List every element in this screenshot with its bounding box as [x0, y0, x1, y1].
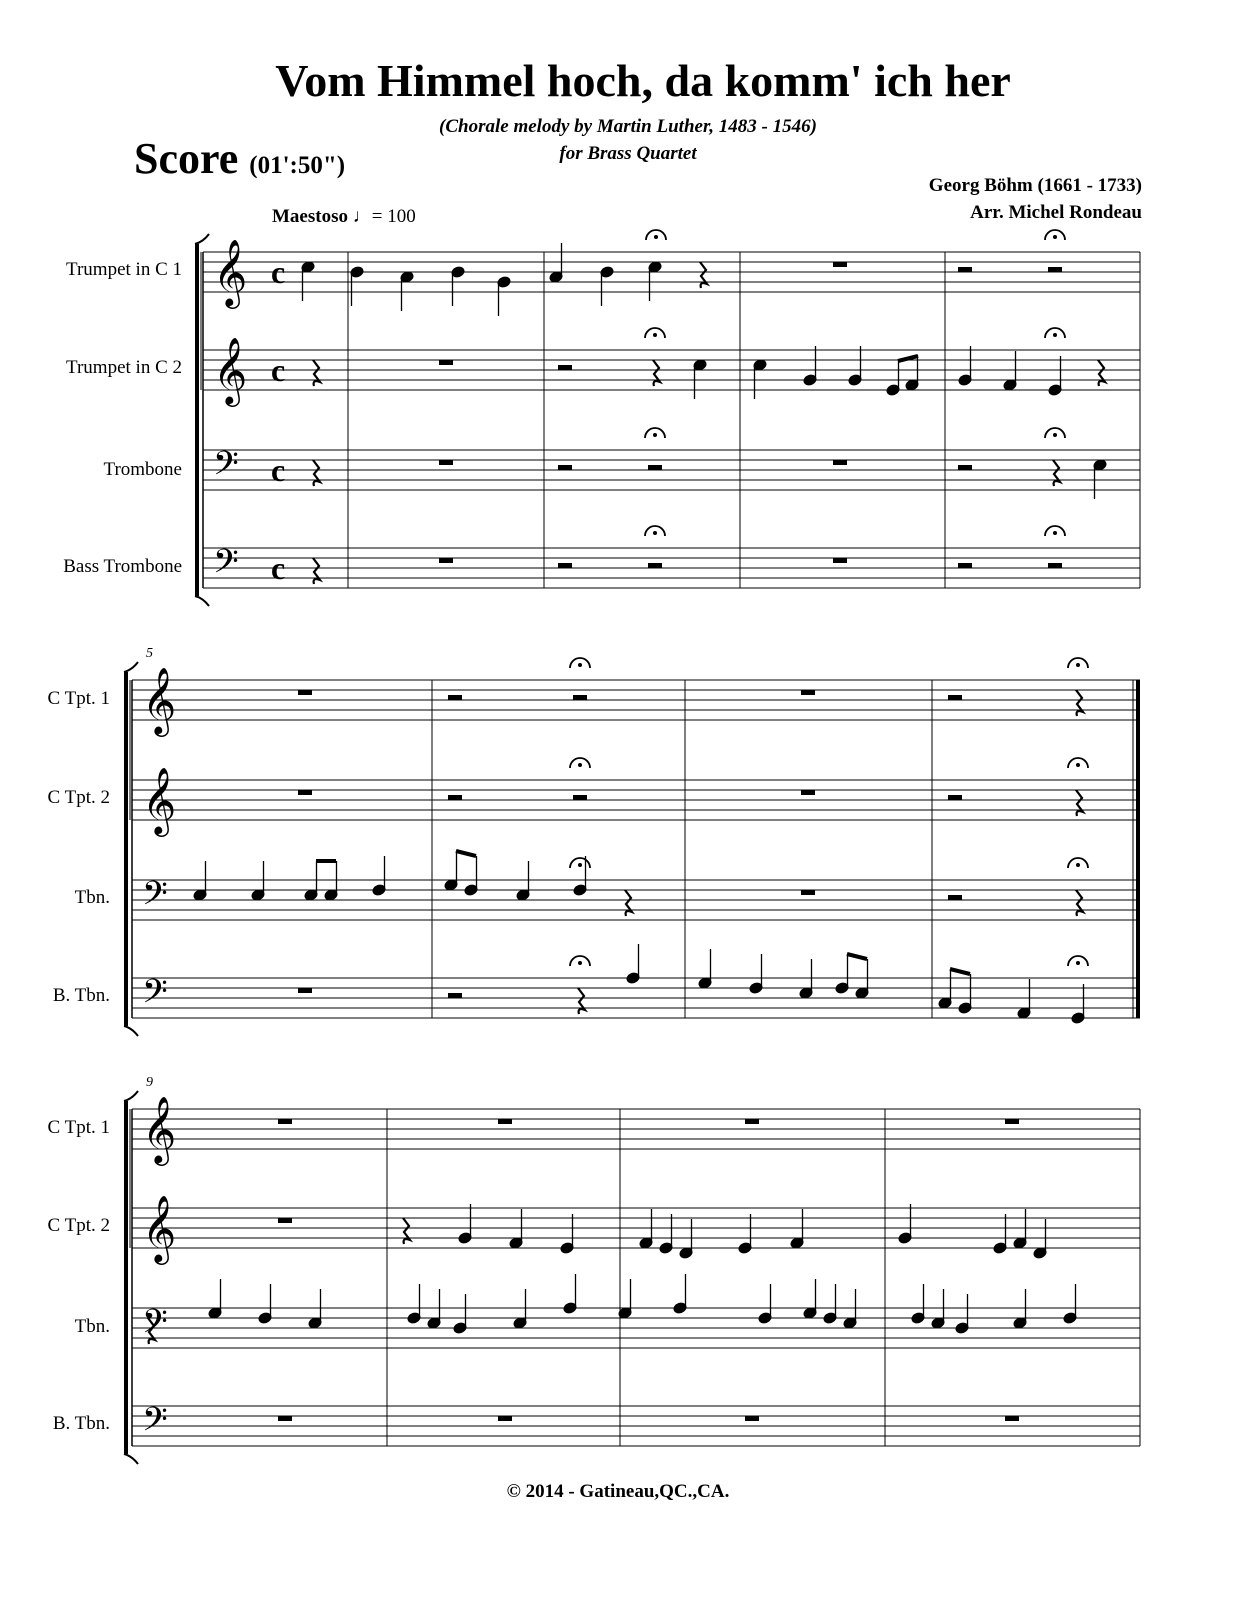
whole-rest	[498, 1416, 512, 1421]
bass-clef-icon: 𝄢	[142, 973, 168, 1019]
fermata-dot	[578, 663, 582, 667]
common-time-icon: c	[271, 254, 286, 290]
half-rest	[1048, 267, 1062, 272]
whole-rest	[745, 1119, 759, 1124]
whole-rest	[298, 790, 312, 795]
half-rest	[448, 695, 462, 700]
half-rest	[573, 695, 587, 700]
composer: Georg Böhm (1661 - 1733)	[928, 175, 1142, 196]
whole-rest	[801, 890, 815, 895]
short-label-trombone: Tbn.	[74, 887, 110, 908]
duration: (01':50")	[249, 152, 346, 179]
half-rest	[958, 465, 972, 470]
instrument-label-trumpet-2: Trumpet in C 2	[66, 357, 182, 378]
short-label-bass-trombone: B. Tbn.	[52, 985, 110, 1006]
fermata-dot	[1076, 863, 1080, 867]
whole-rest	[278, 1218, 292, 1223]
whole-rest	[498, 1119, 512, 1124]
treble-clef-icon: 𝄞	[213, 238, 248, 306]
bass-clef-icon: 𝄢	[142, 1401, 168, 1447]
whole-rest	[833, 460, 847, 465]
instrument-label-bass-trombone: Bass Trombone	[63, 556, 182, 577]
quarter-rest	[313, 360, 320, 386]
fermata-dot	[653, 333, 657, 337]
half-rest	[573, 795, 587, 800]
fermata-dot	[653, 531, 657, 535]
whole-rest	[439, 558, 453, 563]
measure-number: 9	[146, 1075, 153, 1090]
fermata-dot	[578, 763, 582, 767]
quarter-rest	[313, 460, 320, 486]
short-label-trumpet-1: C Tpt. 1	[47, 688, 110, 709]
fermata-dot	[1076, 961, 1080, 965]
instrumentation: for Brass Quartet	[559, 143, 697, 164]
score-word: Score	[134, 134, 239, 183]
whole-rest	[801, 790, 815, 795]
whole-rest	[278, 1416, 292, 1421]
half-rest	[558, 365, 572, 370]
fermata-dot	[1053, 235, 1057, 239]
bracket-hook	[124, 1026, 138, 1036]
half-rest	[1048, 563, 1062, 568]
fermata-dot	[1053, 333, 1057, 337]
tempo-value: = 100	[371, 206, 416, 227]
quarter-rest	[625, 890, 632, 916]
short-label-bass-trombone: B. Tbn.	[52, 1413, 110, 1434]
common-time-icon: c	[271, 352, 286, 388]
instrument-label-trombone: Trombone	[103, 459, 182, 480]
half-rest	[948, 895, 962, 900]
bracket-hook	[124, 662, 138, 672]
whole-rest	[298, 988, 312, 993]
arranger: Arr. Michel Rondeau	[970, 202, 1142, 223]
bass-clef-icon: 𝄢	[142, 1303, 168, 1349]
common-time-icon: c	[271, 550, 286, 586]
fermata-dot	[1076, 663, 1080, 667]
quarter-note-icon: ♩	[352, 206, 372, 227]
short-label-trumpet-2: C Tpt. 2	[47, 787, 110, 808]
fermata-dot	[1053, 433, 1057, 437]
bass-clef-icon: 𝄢	[213, 543, 239, 589]
quarter-rest	[1076, 690, 1083, 716]
quarter-rest	[1098, 360, 1105, 386]
bracket-hook	[124, 1091, 138, 1101]
subtitle: (Chorale melody by Martin Luther, 1483 - 1546)	[439, 116, 817, 137]
quarter-rest	[653, 360, 660, 386]
quarter-rest	[1053, 460, 1060, 486]
beam	[950, 969, 970, 974]
fermata-dot	[578, 961, 582, 965]
tempo-word: Maestoso	[272, 206, 348, 227]
bracket-hook	[195, 596, 209, 606]
half-rest	[958, 563, 972, 568]
quarter-rest	[578, 988, 585, 1014]
fermata-dot	[1076, 763, 1080, 767]
whole-rest	[278, 1119, 292, 1124]
half-rest	[958, 267, 972, 272]
clefs	[142, 238, 285, 1447]
treble-clef-icon: 𝄞	[142, 666, 177, 734]
fermata-dot	[578, 863, 582, 867]
bass-clef-icon: 𝄢	[142, 875, 168, 921]
measure-number: 5	[146, 646, 153, 661]
short-label-trumpet-2: C Tpt. 2	[47, 1215, 110, 1236]
half-rest	[448, 993, 462, 998]
treble-clef-icon: 𝄞	[142, 766, 177, 834]
half-rest	[558, 465, 572, 470]
beam	[456, 851, 476, 856]
fermata-dot	[653, 433, 657, 437]
quarter-rest	[313, 558, 320, 584]
bracket-hook	[195, 234, 209, 244]
quarter-rest	[403, 1218, 410, 1244]
bass-clef-icon: 𝄢	[213, 445, 239, 491]
staff-lines	[132, 252, 1140, 1446]
common-time-icon: c	[271, 452, 286, 488]
whole-rest	[1005, 1416, 1019, 1421]
bracket-hook	[124, 1454, 138, 1464]
quarter-rest	[1076, 790, 1083, 816]
barlines	[124, 234, 1140, 1464]
treble-clef-icon: 𝄞	[213, 336, 248, 404]
notes	[148, 230, 1107, 1421]
whole-rest	[833, 558, 847, 563]
whole-rest	[1005, 1119, 1019, 1124]
whole-rest	[298, 690, 312, 695]
half-rest	[448, 795, 462, 800]
half-rest	[648, 563, 662, 568]
whole-rest	[439, 460, 453, 465]
half-rest	[648, 465, 662, 470]
fermata-dot	[1053, 531, 1057, 535]
instrument-label-trumpet-1: Trumpet in C 1	[66, 259, 182, 280]
score-title: Vom Himmel hoch, da komm' ich her	[275, 55, 1011, 106]
quarter-rest	[1076, 890, 1083, 916]
short-label-trombone: Tbn.	[74, 1316, 110, 1337]
treble-clef-icon: 𝄞	[142, 1194, 177, 1262]
whole-rest	[801, 690, 815, 695]
short-label-trumpet-1: C Tpt. 1	[47, 1117, 110, 1138]
whole-rest	[833, 262, 847, 267]
treble-clef-icon: 𝄞	[142, 1095, 177, 1163]
whole-rest	[745, 1416, 759, 1421]
half-rest	[948, 695, 962, 700]
beam	[847, 954, 867, 959]
half-rest	[948, 795, 962, 800]
copyright: © 2014 - Gatineau,QC.,CA.	[506, 1481, 730, 1502]
quarter-rest	[700, 262, 707, 288]
whole-rest	[439, 360, 453, 365]
fermata-dot	[654, 235, 658, 239]
half-rest	[558, 563, 572, 568]
